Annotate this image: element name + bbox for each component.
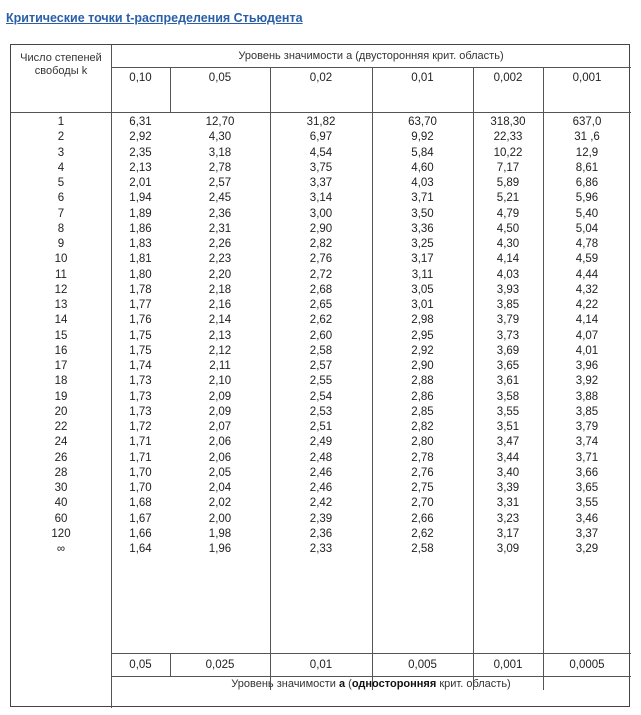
table-cell: 3,05 <box>411 283 434 296</box>
table-cell: 2,36 <box>309 527 333 540</box>
table-cell: 3,46 <box>575 512 599 525</box>
table-cell: 3,50 <box>411 207 434 220</box>
table-cell: 1,83 <box>129 238 152 250</box>
two-sided-level: 0,02 <box>309 72 333 84</box>
k-value: 19 <box>54 390 68 403</box>
k-value: 40 <box>54 497 68 510</box>
table-cell: 2,65 <box>309 299 333 311</box>
two-sided-level: 0,002 <box>493 72 523 84</box>
table-cell: 2,68 <box>309 283 333 296</box>
table-cell: 5,21 <box>496 192 520 205</box>
table-cell: 1,73 <box>129 390 152 403</box>
k-value: 30 <box>54 482 68 494</box>
table-cell: 3,75 <box>309 161 333 174</box>
value-column <box>111 115 170 557</box>
table-cell: 2,51 <box>309 421 333 433</box>
table-cell: 3,51 <box>496 421 520 433</box>
table-cell: 2,48 <box>309 451 333 464</box>
table-cell: 1,70 <box>129 466 152 479</box>
one-sided-level: 0,005 <box>408 659 437 671</box>
table-cell: 12,70 <box>205 116 235 128</box>
k-value: 13 <box>54 299 68 311</box>
one-sided-prefix: Уровень значимости <box>231 678 339 690</box>
table-cell: 3,47 <box>496 436 520 449</box>
table-cell: 2,05 <box>208 466 232 479</box>
k-value: 120 <box>51 527 71 540</box>
table-cell: 9,92 <box>411 131 434 144</box>
table-cell: 3,85 <box>496 299 520 311</box>
table-cell: 2,53 <box>309 405 333 418</box>
t-distribution-table <box>10 44 630 707</box>
table-cell: 12,9 <box>575 146 599 159</box>
two-sided-header: Уровень значимости а (двусторонняя крит. область) <box>238 50 504 62</box>
table-cell: 2,85 <box>411 405 434 418</box>
k-value: 24 <box>54 436 68 449</box>
k-value: 3 <box>57 146 65 159</box>
k-header-line1: Число степеней <box>20 52 102 64</box>
table-cell: 4,60 <box>411 161 434 174</box>
k-column-header <box>11 52 111 78</box>
table-cell: 3,17 <box>411 253 434 266</box>
footer-top-rule <box>111 653 631 654</box>
table-cell: 3,40 <box>496 466 520 479</box>
table-cell: 2,02 <box>208 497 232 510</box>
table-cell: 3,36 <box>411 222 434 235</box>
value-column <box>270 115 372 557</box>
table-cell: 1,64 <box>129 543 152 555</box>
table-cell: 4,59 <box>575 253 599 266</box>
table-cell: 2,14 <box>208 314 232 327</box>
table-cell: 2,92 <box>411 344 434 357</box>
k-value: ∞ <box>56 543 66 555</box>
table-cell: 3,17 <box>496 527 520 540</box>
table-cell: 2,46 <box>309 482 333 494</box>
table-cell: 1,71 <box>129 451 152 464</box>
table-cell: 5,04 <box>575 222 599 235</box>
table-cell: 4,14 <box>496 253 520 266</box>
table-cell: 1,67 <box>129 512 152 525</box>
table-cell: 2,35 <box>129 146 152 159</box>
table-cell: 6,97 <box>309 131 333 144</box>
table-cell: 3,11 <box>411 268 434 281</box>
table-cell: 8,61 <box>575 161 599 174</box>
table-cell: 3,09 <box>496 543 520 555</box>
table-cell: 2,10 <box>208 375 232 388</box>
k-value: 1 <box>57 116 65 128</box>
k-column <box>11 115 111 557</box>
table-cell: 3,25 <box>411 238 434 250</box>
table-cell: 1,77 <box>129 299 152 311</box>
table-cell: 3,31 <box>496 497 520 510</box>
k-value: 2 <box>57 131 65 144</box>
table-cell: 2,01 <box>129 177 152 189</box>
table-cell: 3,66 <box>575 466 599 479</box>
table-cell: 4,03 <box>496 268 520 281</box>
page-title: Критические точки t-распределения Стьюдента <box>6 11 303 25</box>
k-value: 60 <box>54 512 68 525</box>
table-cell: 3,00 <box>309 207 333 220</box>
table-cell: 3,85 <box>575 405 599 418</box>
k-header-line2: свободы k <box>34 65 88 77</box>
table-cell: 2,78 <box>208 161 232 174</box>
k-value: 12 <box>54 283 68 296</box>
table-cell: 3,88 <box>575 390 599 403</box>
two-sided-level: 0,05 <box>208 72 232 84</box>
table-cell: 2,23 <box>208 253 232 266</box>
table-cell: 2,13 <box>129 161 152 174</box>
table-cell: 2,46 <box>309 466 333 479</box>
table-cell: 1,68 <box>129 497 152 510</box>
k-value: 8 <box>57 222 65 235</box>
table-cell: 2,95 <box>411 329 434 342</box>
one-sided-level: 0,0005 <box>569 659 605 671</box>
table-cell: 2,07 <box>208 421 232 433</box>
two-sided-level: 0,001 <box>572 72 602 84</box>
table-cell: 4,50 <box>496 222 520 235</box>
table-cell: 6,31 <box>129 116 152 128</box>
table-cell: 5,40 <box>575 207 599 220</box>
table-cell: 4,30 <box>496 238 520 250</box>
table-cell: 2,82 <box>309 238 333 250</box>
table-cell: 4,22 <box>575 299 599 311</box>
table-cell: 5,89 <box>496 177 520 189</box>
table-cell: 4,14 <box>575 314 599 327</box>
value-column <box>473 115 543 557</box>
table-cell: 2,80 <box>411 436 434 449</box>
table-cell: 1,76 <box>129 314 152 327</box>
table-cell: 3,65 <box>496 360 520 372</box>
k-value: 22 <box>54 421 68 433</box>
k-value: 15 <box>54 329 68 342</box>
table-cell: 4,79 <box>496 207 520 220</box>
table-cell: 2,06 <box>208 451 232 464</box>
table-cell: 2,72 <box>309 268 333 281</box>
k-value: 28 <box>54 466 68 479</box>
table-cell: 318,30 <box>490 116 526 128</box>
table-cell: 1,73 <box>129 375 152 388</box>
table-cell: 2,62 <box>411 527 434 540</box>
table-cell: 1,73 <box>129 405 152 418</box>
table-cell: 2,39 <box>309 512 333 525</box>
k-value: 26 <box>54 451 68 464</box>
table-cell: 1,89 <box>129 207 152 220</box>
table-cell: 22,33 <box>493 131 523 144</box>
table-cell: 1,75 <box>129 344 152 357</box>
table-cell: 3,44 <box>496 451 520 464</box>
table-cell: 2,11 <box>209 360 231 372</box>
table-cell: 1,81 <box>129 253 152 266</box>
table-cell: 7,17 <box>496 161 520 174</box>
table-cell: 1,78 <box>129 283 152 296</box>
table-cell: 3,61 <box>496 375 520 388</box>
k-value: 16 <box>54 344 68 357</box>
table-cell: 2,88 <box>411 375 434 388</box>
table-cell: 1,86 <box>129 222 152 235</box>
table-cell: 5,84 <box>411 146 434 159</box>
table-cell: 2,66 <box>411 512 434 525</box>
table-cell: 2,57 <box>309 360 333 372</box>
k-value: 10 <box>54 253 68 266</box>
table-cell: 4,07 <box>575 329 599 342</box>
k-value: 5 <box>57 177 65 189</box>
table-cell: 2,00 <box>208 512 232 525</box>
k-value: 20 <box>54 405 68 418</box>
table-cell: 2,78 <box>411 451 434 464</box>
table-cell: 3,71 <box>575 451 599 464</box>
one-sided-a: а <box>338 678 346 690</box>
table-cell: 2,92 <box>129 131 152 144</box>
k-value: 7 <box>57 207 65 220</box>
table-cell: 2,82 <box>411 421 434 433</box>
table-cell: 3,55 <box>496 405 520 418</box>
value-column <box>170 115 270 557</box>
table-cell: 2,20 <box>208 268 232 281</box>
table-cell: 3,74 <box>575 436 599 449</box>
one-sided-level: 0,05 <box>129 659 152 671</box>
one-sided-level: 0,01 <box>309 659 333 671</box>
table-cell: 1,74 <box>129 360 152 372</box>
k-value: 14 <box>54 314 68 327</box>
table-cell: 2,16 <box>208 299 232 311</box>
table-cell: 3,37 <box>575 527 599 540</box>
table-cell: 1,70 <box>129 482 152 494</box>
table-cell: 2,60 <box>309 329 333 342</box>
table-cell: 2,36 <box>208 207 232 220</box>
one-sided-level: 0,025 <box>205 659 235 671</box>
table-cell: 6,86 <box>575 177 599 189</box>
table-cell: 3,73 <box>496 329 520 342</box>
table-cell: 4,44 <box>575 268 599 281</box>
table-cell: 2,33 <box>309 543 333 555</box>
table-cell: 3,23 <box>496 512 520 525</box>
two-sided-level: 0,01 <box>411 72 434 84</box>
k-value: 9 <box>57 238 65 250</box>
table-cell: 2,09 <box>208 390 232 403</box>
two-sided-level: 0,10 <box>129 72 152 84</box>
table-cell: 2,98 <box>411 314 434 327</box>
table-cell: 1,94 <box>129 192 152 205</box>
one-sided-header <box>111 678 631 690</box>
table-cell: 3,55 <box>575 497 599 510</box>
table-cell: 637,0 <box>572 116 602 128</box>
table-cell: 4,30 <box>208 131 232 144</box>
table-cell: 10,22 <box>493 146 523 159</box>
table-cell: 4,78 <box>575 238 599 250</box>
table-cell: 3,71 <box>411 192 434 205</box>
k-value: 4 <box>57 161 65 174</box>
table-cell: 2,58 <box>309 344 333 357</box>
table-cell: 3,79 <box>496 314 520 327</box>
header-bottom-rule <box>11 112 631 113</box>
one-sided-paren: ( <box>345 678 352 690</box>
table-cell: 2,26 <box>208 238 232 250</box>
value-column <box>543 115 631 557</box>
table-cell: 1,71 <box>129 436 152 449</box>
table-cell: 2,58 <box>411 543 434 555</box>
one-sided-word: односторонняя <box>351 678 437 690</box>
table-cell: 3,96 <box>575 360 599 372</box>
table-cell: 1,72 <box>129 421 152 433</box>
table-cell: 4,01 <box>575 344 599 357</box>
table-cell: 3,14 <box>309 192 333 205</box>
table-cell: 2,86 <box>411 390 434 403</box>
table-cell: 2,04 <box>208 482 232 494</box>
k-value: 11 <box>55 268 67 281</box>
table-cell: 3,01 <box>411 299 434 311</box>
table-cell: 3,69 <box>496 344 520 357</box>
k-value: 18 <box>54 375 68 388</box>
table-cell: 1,66 <box>129 527 152 540</box>
table-cell: 2,76 <box>411 466 434 479</box>
table-cell: 2,42 <box>309 497 333 510</box>
table-cell: 1,96 <box>208 543 232 555</box>
one-sided-level: 0,001 <box>493 659 523 671</box>
table-cell: 4,32 <box>575 283 599 296</box>
table-cell: 1,75 <box>129 329 152 342</box>
footer-mid-rule <box>111 676 631 677</box>
table-cell: 3,65 <box>575 482 599 494</box>
table-cell: 1,80 <box>129 268 152 281</box>
k-value: 6 <box>57 192 65 205</box>
table-cell: 2,06 <box>208 436 232 449</box>
table-cell: 3,37 <box>309 177 333 189</box>
table-cell: 3,79 <box>575 421 599 433</box>
one-sided-suffix: крит. область) <box>436 678 511 690</box>
table-cell: 5,96 <box>575 192 599 205</box>
table-cell: 3,29 <box>575 543 599 555</box>
value-column <box>372 115 473 557</box>
table-cell: 4,03 <box>411 177 434 189</box>
table-cell: 2,62 <box>309 314 333 327</box>
table-cell: 2,90 <box>309 222 333 235</box>
table-cell: 3,93 <box>496 283 520 296</box>
table-cell: 2,18 <box>208 283 232 296</box>
table-cell: 2,70 <box>411 497 434 510</box>
table-cell: 2,90 <box>411 360 434 372</box>
table-cell: 3,39 <box>496 482 520 494</box>
table-cell: 3,18 <box>208 146 232 159</box>
k-value: 17 <box>54 360 68 372</box>
table-cell: 3,58 <box>496 390 520 403</box>
table-cell: 2,76 <box>309 253 333 266</box>
table-cell: 1,98 <box>208 527 232 540</box>
table-cell: 2,54 <box>309 390 333 403</box>
table-cell: 2,31 <box>208 222 232 235</box>
table-cell: 2,57 <box>208 177 232 189</box>
table-cell: 2,45 <box>208 192 232 205</box>
table-cell: 3,92 <box>575 375 599 388</box>
table-cell: 31 ,6 <box>574 131 600 144</box>
table-cell: 2,09 <box>208 405 232 418</box>
table-cell: 31,82 <box>306 116 336 128</box>
header-rule <box>111 67 631 68</box>
table-cell: 63,70 <box>408 116 437 128</box>
table-cell: 2,12 <box>208 344 232 357</box>
table-cell: 2,13 <box>208 329 232 342</box>
table-cell: 2,49 <box>309 436 333 449</box>
table-cell: 2,55 <box>309 375 333 388</box>
table-cell: 2,75 <box>411 482 434 494</box>
table-cell: 4,54 <box>309 146 333 159</box>
